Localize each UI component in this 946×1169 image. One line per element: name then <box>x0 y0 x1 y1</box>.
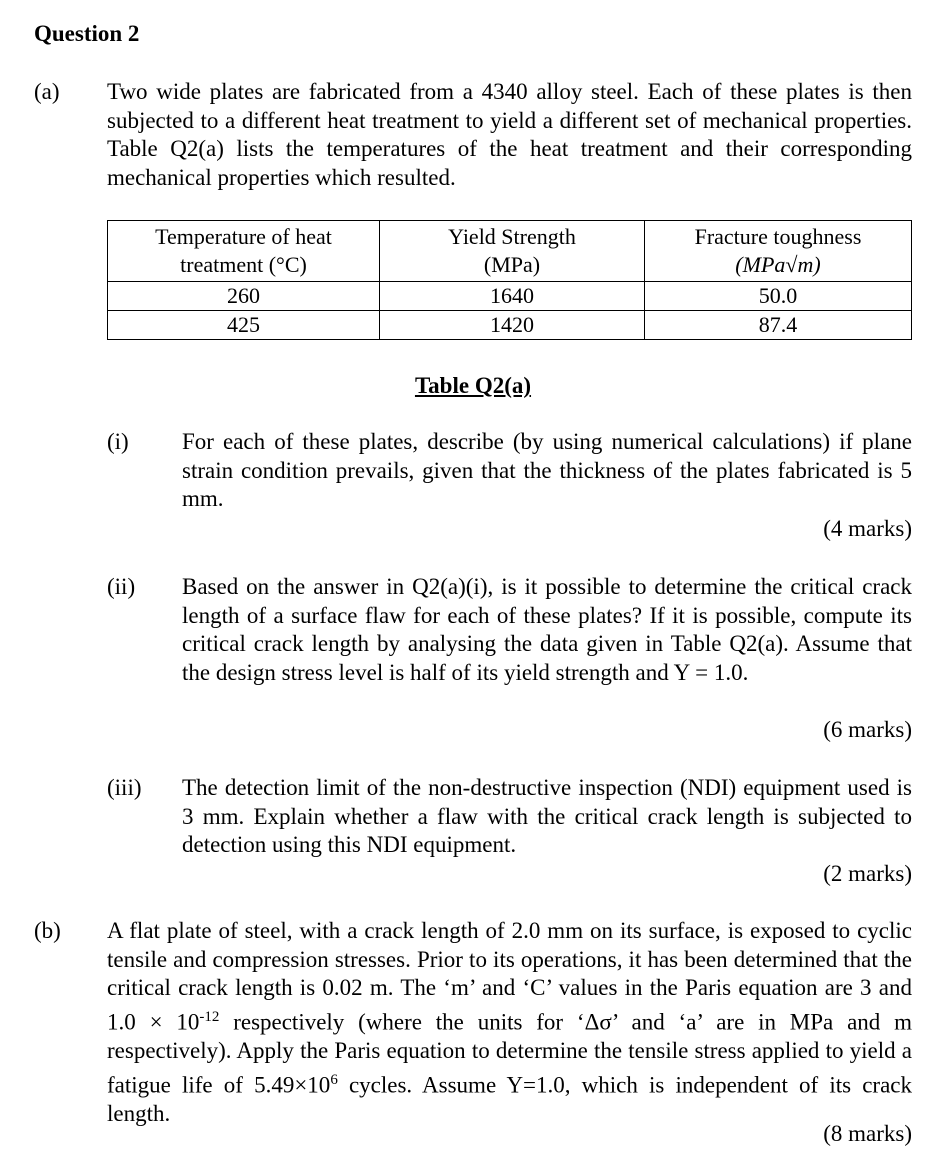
header-fracture-toughness: Fracture toughness (MPa√m) <box>645 221 912 282</box>
part-a-intro: Two wide plates are fabricated from a 4340 alloy steel. Each of these plates is then subjected to a different heat treatment to yield a different set of mechanical properties. Table Q2(a) lists the temperatures of the heat treatment and their corresponding mechanical properties which resulted. <box>107 79 912 190</box>
table-caption: Table Q2(a) <box>414 373 532 398</box>
sub-iii-label: (iii) <box>107 775 142 800</box>
sub-i-text: For each of these plates, describe (by using numerical calculations) if plane strain condition prevails, given that the thickness of the plates fabricated is 5 mm. <box>182 429 912 512</box>
sub-ii-label: (ii) <box>107 574 136 599</box>
header-temperature: Temperature of heat treatment (°C) <box>108 221 380 282</box>
sub-i-marks: (4 marks) <box>823 516 912 541</box>
sub-i-label: (i) <box>107 429 129 454</box>
sub-ii-text: Based on the answer in Q2(a)(i), is it possible to determine the critical crack length of a surface flaw for each of these plates? If it is possible, compute its critical crack length by analysing the data given in Table Q2(a). Assume that the design stress level is half of its yield strength and Y = 1.0. <box>182 574 912 685</box>
header-yield-strength: Yield Strength (MPa) <box>380 221 645 282</box>
part-b-marks: (8 marks) <box>823 1121 912 1146</box>
sub-iii-marks: (2 marks) <box>823 861 912 886</box>
table-row: 425 1420 87.4 <box>108 311 912 340</box>
part-a-label: (a) <box>34 79 60 104</box>
properties-table <box>107 220 912 340</box>
sub-iii-text: The detection limit of the non-destructive inspection (NDI) equipment used is 3 mm. Explain whether a flaw with the critical crack length is subjected to detection using this NDI equipment. <box>182 775 912 858</box>
part-b-label: (b) <box>34 918 61 943</box>
question-title: Question 2 <box>34 21 140 46</box>
sub-ii-marks: (6 marks) <box>823 717 912 742</box>
part-b-text: A flat plate of steel, with a crack length of 2.0 mm on its surface, is exposed to cyclic tensile and compression stresses. Prior to its operations, it has been determined that the critical crack length is 0.02 m. The ‘m’ and ‘C’ values in the Paris equation are 3 and $1.0 \times 10^{-12}$ respectively (where the units for ‘Δσ’ and ‘a’ are in MPa and m respectively). Apply the Paris equation to determine the tensile stress applied to yield a fatigue life of $5.49\times 10^6$ cycles. Assume Y=1.0, which is independent of its crack length. <box>107 918 912 1126</box>
table-row: 260 1640 50.0 <box>108 282 912 311</box>
table-header-row <box>108 221 912 282</box>
